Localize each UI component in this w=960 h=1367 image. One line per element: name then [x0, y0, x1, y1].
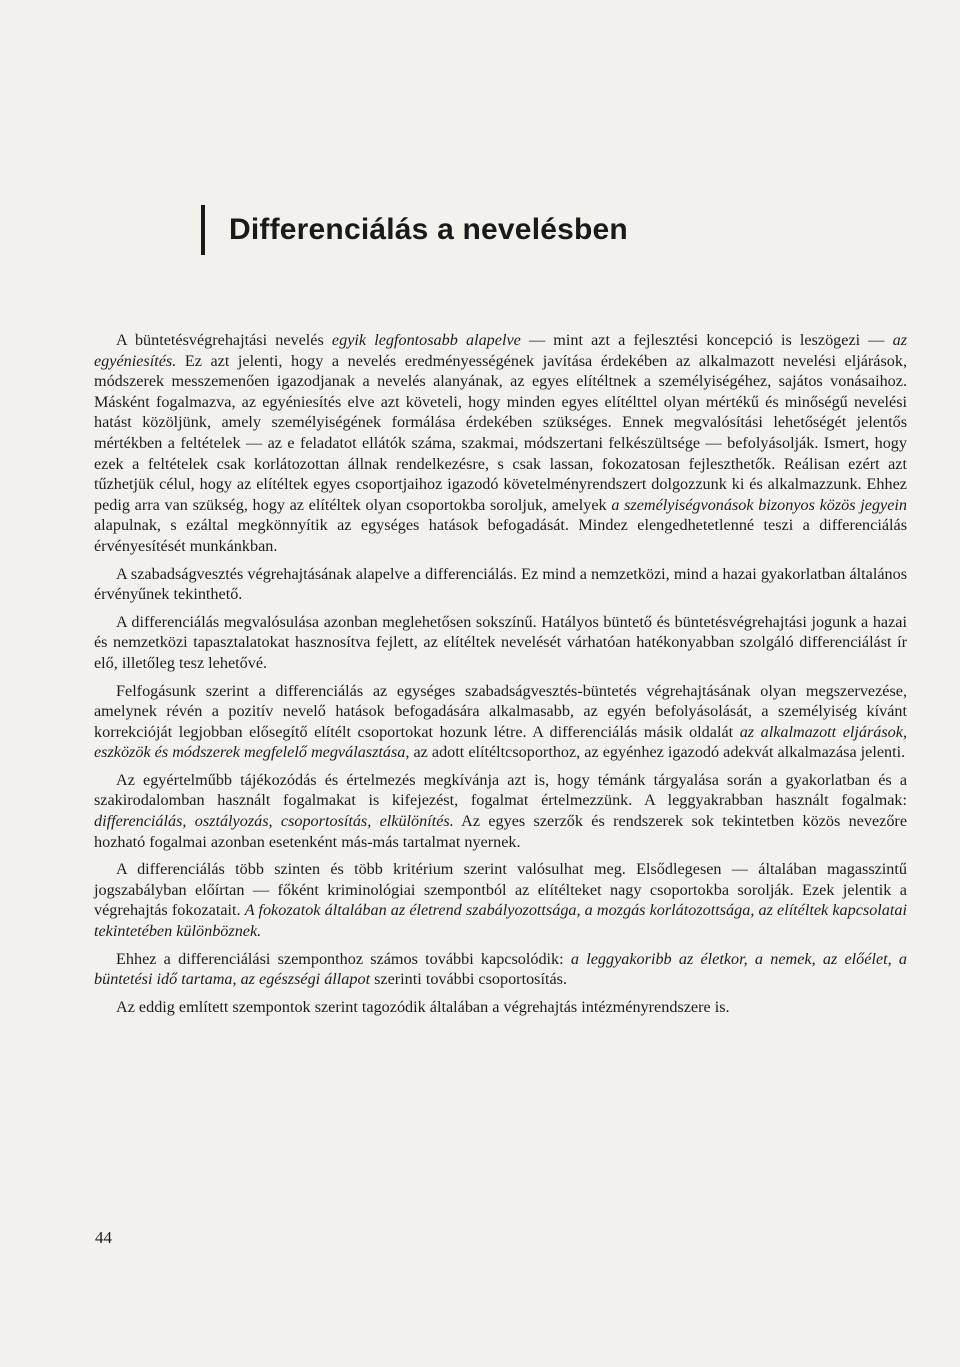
emphasis-text: a leggyakoribb az életkor, a nemek, az előélet, a büntetési idő tartama, az egészségi állapot — [94, 949, 907, 989]
paragraph-text: A differenciálás megvalósulása azonban meglehetősen sokszínű. Hatályos büntető és büntetésvégrehajtási jogunk a hazai és nemzetközi tapasztalatokat hasznosítva fejlett, az elítéltek nevelését várhatóan hatékonyabban szolgáló differenciálást ír elő, illetőleg tesz lehetővé. — [94, 612, 907, 672]
paragraph-text: Ez azt jelenti, hogy a nevelés eredményességének javítása érdekében az alkalmazott nevelési eljárások, módszerek messzemenően igazodjanak a nevelés alanyának, az egyes elítéltnek a személyiségéhez, sajátos vonásaihoz. Másként fogalmazva, az egyéniesítés elve azt követeli, hogy minden egyes elítélttel olyan mértékű és minőségű nevelési hatást közöljünk, amely személyiségének formálása érdekében szükséges. Ennek megvalósítási lehetőségét jelentős mértékben a feltételek — az e feladatot ellátók száma, szakmai, módszertani felkészültsége — befolyásolják. Ismert, hogy ezek a feltételek csak korlátozottan állnak rendelkezésre, s csak lassan, fokozatosan fejleszthetők. Reálisan ezért azt tűzhetjük célul, hogy az elítéltek egyes csoportjaihoz igazodó követelményrendszert dolgozzunk ki és alkalmazzunk. Ehhez pedig arra van szükség, hogy az elítéltek olyan csoportokba soroljuk, amelyek — [94, 351, 907, 514]
paragraph-text: Az egyértelműbb tájékozódás és értelmezés megkívánja azt is, hogy témánk tárgyalása során a gyakorlatban és a szakirodalomban használt fogalmakat is kifejezést, fogalmat értelmezzünk. A leggyakrabban használt fogalmak: — [94, 770, 907, 810]
body-paragraph — [94, 612, 907, 674]
paragraph-text: Az eddig említett szempontok szerint tagozódik általában a végrehajtás intézményrendszere is. — [116, 997, 730, 1016]
body-paragraph — [94, 997, 907, 1018]
body-paragraph — [94, 859, 907, 941]
body-paragraph — [94, 330, 907, 557]
body-paragraph — [94, 681, 907, 763]
paragraph-text: szerinti további csoportosítás. — [370, 970, 567, 989]
paragraph-text: Felfogásunk szerint a differenciálás az egységes szabadságvesztés-büntetés végrehajtásának olyan megszervezése, amelynek révén a pozitív nevelő hatások befogadására alkalmasabb, az egyén befolyásolását, a személyiség kívánt korrekcióját legjobban elősegítő elítélt csoportokat hozunk létre. A differenciálás másik oldalát — [94, 681, 907, 741]
body-paragraph — [94, 949, 907, 990]
paragraph-text: Ehhez a differenciálási szemponthoz számos további kapcsolódik: — [116, 949, 571, 968]
title-rule — [201, 205, 205, 255]
emphasis-text: a személyiségvonások bizonyos közös jegyein — [611, 495, 908, 514]
page-number: 44 — [95, 1228, 112, 1247]
paragraph-text: alapulnak, s ezáltal megkönnyítik az egységes hatások befogadását. Mindez elengedhetetlenné teszi a differenciálás érvényesítését munkánkban. — [94, 516, 907, 555]
paragraph-text: Az egyes szerzők és rendszerek sok tekintetben közös nevezőre hozható fogalmai azonban esetenként más-más tartalmat nyernek. — [94, 812, 908, 851]
emphasis-text: egyik legfontosabb alapelve — [331, 331, 521, 349]
body-paragraph — [94, 770, 907, 852]
emphasis-text: differenciálás, osztályozás, csoportosítás, elkülönítés. — [94, 812, 454, 831]
body-paragraph — [94, 564, 907, 605]
paragraph-text: A differenciálás több szinten és több kritérium szerint valósulhat meg. Elsődlegesen — általában magasszintű jogszabályban előírtan — főként kriminológiai szempontból az elítélteket nagy csoportokba sorolják. Ezek jelentik a végrehajtás fokozatait. — [94, 860, 907, 920]
paragraph-text: A szabadságvesztés végrehajtásának alapelve a differenciálás. Ez mind a nemzetközi, mind a hazai gyakorlatban általános érvényűnek tekinthető. — [94, 564, 907, 604]
article-body — [94, 330, 907, 1024]
title-block — [201, 205, 628, 255]
emphasis-text: az egyéniesítés. — [94, 331, 908, 370]
paragraph-text: az adott elítéltcsoporthoz, az egyénhez igazodó adekvát alkalmazása jelenti. — [409, 743, 906, 762]
paragraph-text: — mint azt a fejlesztési koncepció is leszögezi — — [520, 331, 893, 349]
article-title: Differenciálás a nevelésben — [229, 213, 628, 246]
emphasis-text: az alkalmazott eljárások, eszközök és módszerek megfelelő megválasztása, — [94, 722, 907, 762]
paragraph-text: A büntetésvégrehajtási nevelés — [116, 331, 332, 349]
emphasis-text: A fokozatok általában az életrend szabályozottsága, a mozgás korlátozottsága, az elítéltek kapcsolatai tekintetében különböznek. — [94, 901, 907, 941]
